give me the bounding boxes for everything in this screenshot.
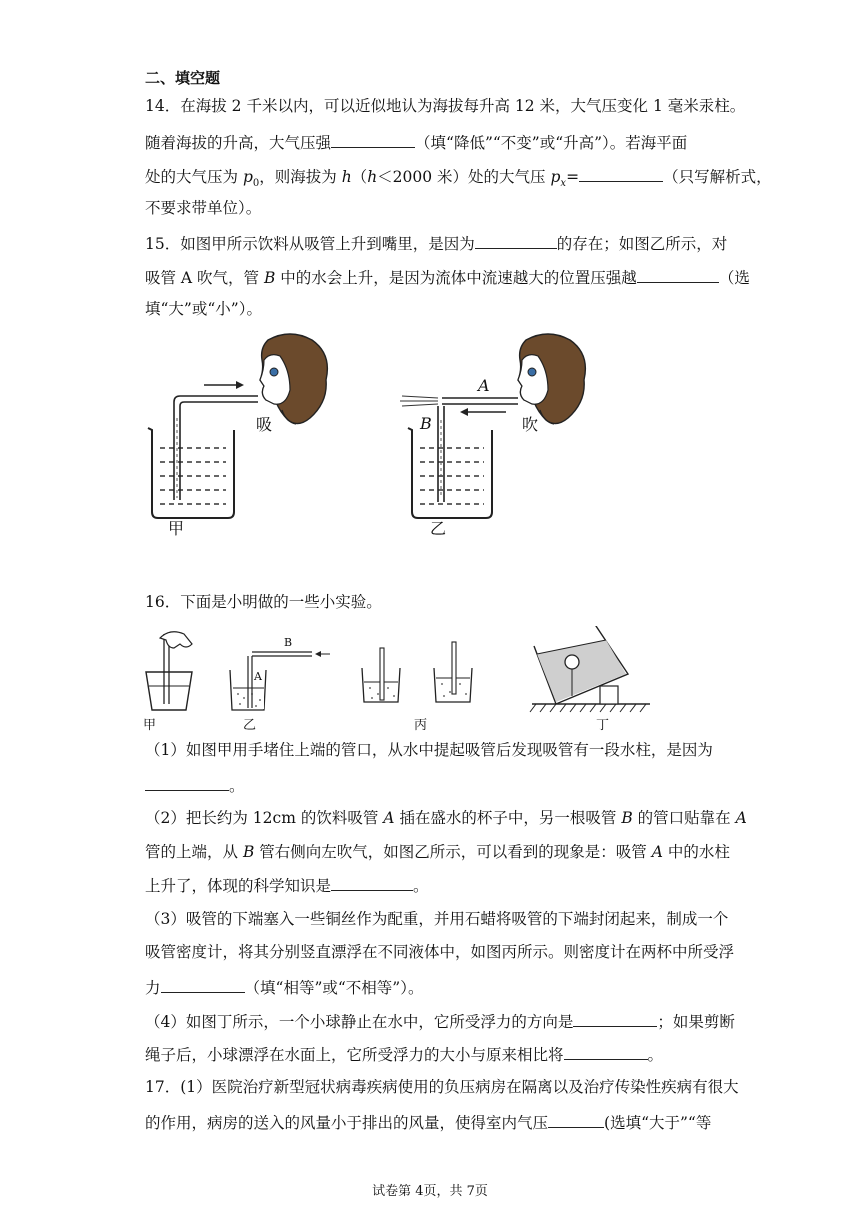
q16-text: 。	[229, 777, 245, 795]
action-label-blow: 吹	[522, 415, 539, 434]
q15-line-2	[145, 266, 750, 288]
q16-text: 中的水柱	[662, 843, 730, 861]
figure-yi-beaker	[230, 651, 330, 710]
q14-text: （填“降低”“不变”或“升高”）。若海平面	[415, 134, 688, 152]
q16-text: 管的上端，从	[145, 843, 243, 861]
answer-blank[interactable]	[475, 232, 557, 249]
q14-text: =	[566, 168, 580, 186]
figure-yi-blowing-straw	[398, 330, 598, 540]
symbol-h: h	[367, 168, 378, 186]
q14-line-2	[145, 131, 687, 153]
q16-p2-line-2	[145, 842, 730, 862]
subscript: 0	[252, 178, 260, 190]
figure-label-yi: 乙	[243, 718, 257, 733]
q14-text: 处的大气压为	[145, 168, 243, 186]
figure-label-bing: 丙	[414, 718, 428, 733]
q14-line-4: 不要求带单位）。	[145, 199, 262, 217]
q17-text: (选填“大于”“等	[604, 1114, 712, 1132]
q16-p1-line-1: （1）如图甲用手堵住上端的管口，从水中提起吸管后发现吸管有一段水柱，是因为	[145, 741, 713, 759]
q14-text: ＜2000 米）处的大气压	[377, 168, 551, 186]
q14-line-1: 14．在海拔 2 千米以内，可以近似地认为海拔每升高 12 米，大气压变化 1 毫米汞柱。	[145, 97, 746, 115]
symbol-B: B	[242, 843, 255, 861]
q16-p2-line-3	[145, 874, 429, 896]
q16-text: （填“相等”或“不相等”）。	[244, 979, 424, 997]
q15-text: 中的水会上升，是因为流体中流速越大的位置压强越	[275, 269, 637, 287]
symbol-h: h	[341, 168, 352, 186]
symbol-A: A	[383, 809, 395, 827]
q14-text: （	[351, 168, 368, 186]
answer-blank[interactable]	[573, 1010, 657, 1027]
symbol-B: B	[263, 269, 276, 287]
q16-text: 绳子后，小球漂浮在水面上，它所受浮力的大小与原来相比将	[145, 1046, 564, 1064]
q16-text: 的管口贴靠在	[632, 809, 736, 827]
q16-text: ；如果剪断	[657, 1013, 735, 1031]
q16-p1-line-2	[145, 774, 245, 796]
q17-line-1: 17．(1）医院治疗新型冠状病毒疾病使用的负压病房在隔离以及治疗传染性疾病有很大	[145, 1078, 739, 1096]
q16-text: 上升了，体现的科学知识是	[145, 877, 332, 895]
q16-p3-line-2: 吸管密度计，将其分别竖直漂浮在不同液体中，如图丙所示。则密度计在两杯中所受浮	[145, 943, 735, 961]
symbol-B: B	[621, 809, 633, 827]
figure-caption-yi: 乙	[430, 519, 447, 538]
answer-blank[interactable]	[145, 774, 229, 791]
answer-blank[interactable]	[637, 266, 719, 283]
q16-p3-line-3	[145, 976, 423, 998]
q15-line-3: 填“大”或“小”）。	[145, 300, 262, 318]
action-label-suck: 吸	[256, 415, 273, 434]
figure-caption-jia: 甲	[168, 519, 185, 538]
figure-label-A: A	[254, 670, 262, 683]
q14-text: ，则海拔为	[259, 168, 342, 186]
subscript: x	[560, 178, 567, 190]
figure-label-ding: 丁	[596, 718, 610, 733]
label-straw-B: B	[420, 414, 432, 433]
figure-jia-glass	[146, 632, 192, 710]
page-footer: 试卷第 4页，共 7页	[372, 1184, 488, 1199]
answer-blank[interactable]	[548, 1111, 604, 1128]
label-straw-A: A	[478, 376, 490, 395]
q14-line-3	[145, 165, 772, 194]
q15-text: 15．如图甲所示饮料从吸管上升到嘴里，是因为	[145, 235, 475, 253]
q15-text: 的存在；如图乙所示，对	[556, 235, 728, 253]
q16-intro: 16．下面是小明做的一些小实验。	[145, 593, 382, 611]
figure-q16-experiments	[140, 626, 660, 716]
q15-text: 吸管 A 吹气，管	[145, 269, 264, 287]
q16-text: 力	[145, 979, 161, 997]
q16-text: 。	[413, 877, 429, 895]
q16-text: 。	[647, 1046, 664, 1064]
q17-text: 的作用，病房的送入的风量小于排出的风量，使得室内气压	[145, 1114, 549, 1132]
q16-p4-line-2	[145, 1043, 663, 1065]
q16-text: （2）把长约为 12cm 的饮料吸管	[145, 809, 384, 827]
q15-text: （选	[718, 269, 750, 287]
answer-blank[interactable]	[331, 874, 413, 891]
figure-label-B: B	[284, 636, 293, 649]
answer-blank[interactable]	[579, 165, 663, 182]
q16-text: 管右侧向左吹气，如图乙所示，可以看到的现象是：吸管	[254, 843, 652, 861]
q16-p4-line-1	[145, 1010, 735, 1032]
answer-blank[interactable]	[564, 1043, 648, 1060]
q16-text: 插在盛水的杯子中，另一根吸管	[394, 809, 622, 827]
q14-text: （只写解析式，	[663, 168, 772, 186]
symbol-p: p	[242, 168, 253, 186]
q15-line-1	[145, 232, 727, 254]
figure-bing-beakers	[362, 642, 472, 702]
q14-text: 随着海拔的升高，大气压强	[145, 134, 332, 152]
section-title: 二、填空题	[145, 69, 221, 87]
q17-line-2	[145, 1111, 711, 1133]
q16-p3-line-1: （3）吸管的下端塞入一些铜丝作为配重，并用石蜡将吸管的下端封闭起来，制成一个	[145, 910, 729, 928]
figure-label-jia: 甲	[143, 718, 157, 733]
symbol-p: p	[550, 168, 561, 186]
figure-ding-tilted-container	[530, 626, 650, 712]
q16-p2-line-1	[145, 808, 747, 828]
answer-blank[interactable]	[331, 131, 415, 148]
q16-text: （4）如图丁所示，一个小球静止在水中，它所受浮力的方向是	[145, 1013, 574, 1031]
symbol-A: A	[651, 843, 663, 861]
figure-jia-drinking-straw	[140, 330, 340, 540]
symbol-A: A	[735, 809, 747, 827]
answer-blank[interactable]	[161, 976, 245, 993]
